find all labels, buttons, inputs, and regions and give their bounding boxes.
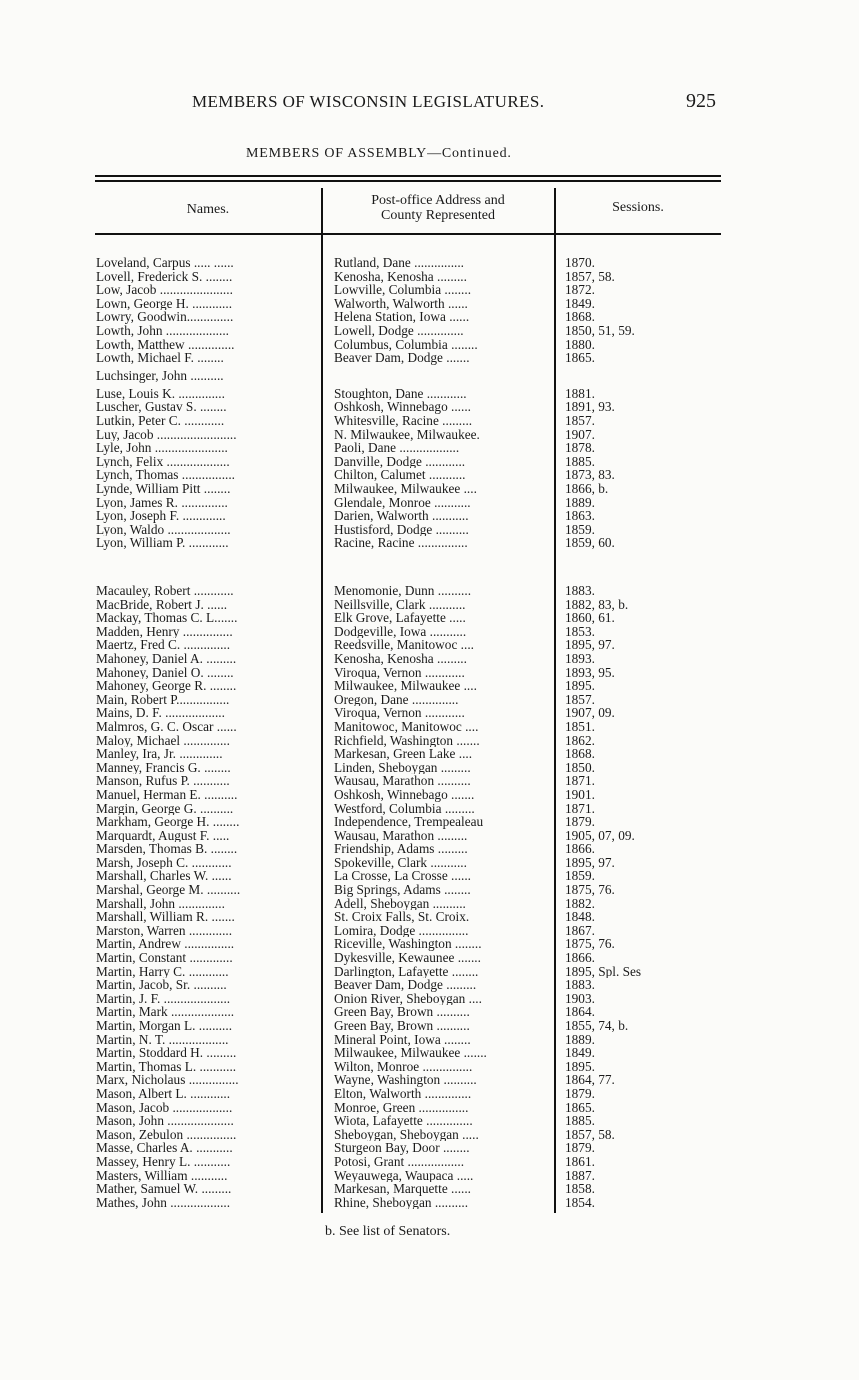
member-sessions: 1883. xyxy=(565,584,595,598)
member-sessions: 1855, 74, b. xyxy=(565,1019,629,1033)
table-row xyxy=(0,951,859,965)
member-name: Massey, Henry L. ........... xyxy=(96,1154,231,1169)
table-row xyxy=(0,1046,859,1060)
member-sessions: 1893. xyxy=(565,651,595,666)
member-name: Martin, N. T. .................. xyxy=(96,1032,229,1047)
member-name: Marsden, Thomas B. ........ xyxy=(96,842,238,856)
member-name: Lown, George H. ............ xyxy=(96,296,233,311)
table-row xyxy=(0,1141,859,1155)
table-row xyxy=(0,414,859,428)
member-name: MacBride, Robert J. ...... xyxy=(96,597,228,612)
member-name: Mackay, Thomas C. L....... xyxy=(96,611,238,625)
page-number: 925 xyxy=(686,90,716,112)
member-sessions: 1905, 07, 09. xyxy=(565,828,635,843)
member-name: Masters, William ........... xyxy=(96,1168,228,1183)
table-row xyxy=(0,283,859,297)
member-name: Lowry, Goodwin.............. xyxy=(96,310,234,324)
table-row xyxy=(0,815,859,829)
member-address: Monroe, Green ............... xyxy=(334,1100,469,1115)
member-address: Oshkosh, Winnebago ....... xyxy=(334,787,475,802)
member-sessions: 1875, 76. xyxy=(565,937,615,952)
member-name: Martin, Jacob, Sr. .......... xyxy=(96,978,227,992)
table-row xyxy=(0,1101,859,1115)
top-double-rule-second xyxy=(95,180,721,182)
member-name: Manney, Francis G. ........ xyxy=(96,760,231,775)
table-row xyxy=(0,365,859,387)
table-row xyxy=(0,1087,859,1101)
member-address: Milwaukee, Milwaukee .... xyxy=(334,481,477,496)
member-name: Margin, George G. .......... xyxy=(96,801,234,816)
table-row xyxy=(0,496,859,510)
member-name: Lutkin, Peter C. ............ xyxy=(96,413,225,428)
member-address: Linden, Sheboygan ......... xyxy=(334,760,471,775)
table-row xyxy=(0,523,859,537)
member-address: Racine, Racine ............... xyxy=(334,536,468,550)
member-address: Milwaukee, Milwaukee ....... xyxy=(334,1046,487,1060)
table-row xyxy=(0,720,859,734)
member-sessions: 1880. xyxy=(565,337,595,352)
member-name: Main, Robert P................ xyxy=(96,692,230,707)
table-row xyxy=(0,638,859,652)
member-name: Lyon, James R. .............. xyxy=(96,495,228,510)
table-row xyxy=(0,1182,859,1196)
member-address: Reedsville, Manitowoc .... xyxy=(334,638,474,652)
member-sessions: 1891, 93. xyxy=(565,400,615,414)
member-name: Mains, D. F. .................. xyxy=(96,706,225,720)
member-sessions: 1889. xyxy=(565,495,595,510)
member-sessions: 1885. xyxy=(565,454,595,469)
member-sessions: 1853. xyxy=(565,624,595,639)
table-row xyxy=(0,965,859,979)
member-address: Adell, Sheboygan .......... xyxy=(334,896,466,911)
member-sessions: 1863. xyxy=(565,509,595,523)
member-address: Markesan, Green Lake .... xyxy=(334,747,473,761)
table-row xyxy=(0,310,859,324)
member-address: Chilton, Calumet ........... xyxy=(334,468,466,482)
member-address: Dodgeville, Iowa ........... xyxy=(334,624,467,639)
table-row xyxy=(0,297,859,311)
member-name: Mason, John .................... xyxy=(96,1114,234,1128)
member-name: Manuel, Herman E. .......... xyxy=(96,787,238,802)
member-list-group-m xyxy=(0,584,859,1209)
member-sessions: 1849. xyxy=(565,1046,595,1060)
member-address: Westford, Columbia ......... xyxy=(334,801,475,816)
table-row xyxy=(0,761,859,775)
member-sessions: 1868. xyxy=(565,310,595,324)
member-sessions: 1859. xyxy=(565,869,595,884)
member-address: Wiota, Lafayette .............. xyxy=(334,1114,473,1128)
table-row xyxy=(0,536,859,550)
member-sessions: 1895, Spl. Ses xyxy=(565,964,642,979)
member-name: Masse, Charles A. ........... xyxy=(96,1141,233,1155)
member-address: Menomonie, Dunn .......... xyxy=(334,584,472,598)
member-address: Oregon, Dane .............. xyxy=(334,692,459,707)
member-sessions: 1857, 58. xyxy=(565,1127,615,1142)
member-sessions: 1864, 77. xyxy=(565,1073,615,1087)
member-sessions: 1893, 95. xyxy=(565,665,615,680)
member-address: Sturgeon Bay, Door ........ xyxy=(334,1141,470,1155)
member-address: Wausau, Marathon .......... xyxy=(334,774,471,788)
member-address: Whitesville, Racine ......... xyxy=(334,413,473,428)
member-address: Wayne, Washington .......... xyxy=(334,1073,477,1087)
member-sessions: 1860, 61. xyxy=(565,611,615,625)
member-sessions: 1858. xyxy=(565,1182,595,1196)
member-address: Glendale, Monroe ........... xyxy=(334,495,471,510)
member-name: Martin, Mark ................... xyxy=(96,1005,235,1019)
table-row xyxy=(0,625,859,639)
table-row xyxy=(0,1060,859,1074)
member-name: Luscher, Gustav S. ........ xyxy=(96,400,227,414)
member-address: Darien, Walworth ........... xyxy=(334,509,469,523)
table-row xyxy=(0,400,859,414)
member-sessions: 1857. xyxy=(565,413,595,428)
member-sessions: 1866. xyxy=(565,842,595,856)
member-sessions: 1850. xyxy=(565,760,595,775)
table-row xyxy=(0,338,859,352)
column-header-post-office xyxy=(322,193,554,223)
member-name: Lowth, John ................... xyxy=(96,323,229,338)
member-name: Marston, Warren ............. xyxy=(96,923,233,938)
member-address: Beaver Dam, Dodge ......... xyxy=(334,978,477,992)
member-name: Lynch, Felix ................... xyxy=(96,454,230,469)
member-sessions: 1907. xyxy=(565,427,595,442)
member-address: Lowville, Columbia ........ xyxy=(334,283,472,297)
table-row xyxy=(0,869,859,883)
member-name: Martin, Thomas L. ........... xyxy=(96,1059,237,1074)
member-name: Loveland, Carpus ..... ...... xyxy=(96,256,234,270)
member-address: Green Bay, Brown .......... xyxy=(334,1005,470,1019)
member-address: Lomira, Dodge ............... xyxy=(334,923,469,938)
column-header-sessions: Sessions. xyxy=(612,200,664,215)
member-list-group-l xyxy=(0,256,859,550)
member-sessions: 1885. xyxy=(565,1114,595,1128)
member-sessions: 1903. xyxy=(565,991,595,1006)
member-sessions: 1851. xyxy=(565,719,595,734)
member-sessions: 1854. xyxy=(565,1195,595,1210)
table-row xyxy=(0,270,859,284)
member-name: Martin, Constant ............. xyxy=(96,951,233,965)
member-address: Markesan, Marquette ...... xyxy=(334,1182,471,1196)
member-address: Kenosha, Kenosha ......... xyxy=(334,269,467,284)
table-row xyxy=(0,441,859,455)
member-name: Low, Jacob ...................... xyxy=(96,283,233,297)
member-sessions: 1879. xyxy=(565,1086,595,1101)
member-name: Marshall, William R. ....... xyxy=(96,910,235,924)
member-name: Luy, Jacob ........................ xyxy=(96,427,237,442)
member-address: Independence, Trempealeau xyxy=(334,815,484,829)
table-row xyxy=(0,428,859,442)
member-name: Martin, Harry C. ............ xyxy=(96,964,229,979)
table-row xyxy=(0,924,859,938)
member-sessions: 1866. xyxy=(565,951,595,965)
member-name: Mason, Albert L. ............ xyxy=(96,1086,231,1101)
table-row xyxy=(0,351,859,365)
member-sessions: 1875, 76. xyxy=(565,883,615,897)
member-name: Luse, Louis K. .............. xyxy=(96,386,225,401)
table-row xyxy=(0,706,859,720)
member-sessions: 1850, 51, 59. xyxy=(565,323,635,338)
table-row xyxy=(0,1196,859,1210)
member-name: Maloy, Michael .............. xyxy=(96,733,230,748)
member-sessions: 1889. xyxy=(565,1032,595,1047)
table-row xyxy=(0,747,859,761)
member-sessions: 1895, 97. xyxy=(565,855,615,870)
member-address: Wilton, Monroe ............... xyxy=(334,1059,473,1074)
member-name: Marx, Nicholaus ............... xyxy=(96,1073,239,1087)
member-address: La Crosse, La Crosse ...... xyxy=(334,869,472,884)
member-address: Rutland, Dane ............... xyxy=(334,256,464,270)
member-address: Viroqua, Vernon ............ xyxy=(334,706,465,720)
member-sessions: 1865. xyxy=(565,351,595,365)
table-row xyxy=(0,693,859,707)
member-address: Sheboygan, Sheboygan ..... xyxy=(334,1127,479,1142)
top-double-rule xyxy=(95,175,721,177)
member-address: Big Springs, Adams ........ xyxy=(334,883,471,897)
member-name: Marsh, Joseph C. ............ xyxy=(96,855,232,870)
member-name: Marshall, John .............. xyxy=(96,896,225,911)
member-name: Maertz, Fred C. .............. xyxy=(96,638,231,652)
member-sessions: 1859. xyxy=(565,522,595,537)
member-sessions: 1873, 83. xyxy=(565,468,615,482)
member-address: Oshkosh, Winnebago ...... xyxy=(334,400,471,414)
table-row xyxy=(0,598,859,612)
table-row xyxy=(0,734,859,748)
table-row xyxy=(0,666,859,680)
member-address: Elton, Walworth .............. xyxy=(334,1086,472,1101)
table-row xyxy=(0,992,859,1006)
running-title: MEMBERS OF WISCONSIN LEGISLATURES. xyxy=(192,92,545,111)
member-name: Lynch, Thomas ................ xyxy=(96,468,235,482)
footnote: b. See list of Senators. xyxy=(325,1224,451,1239)
member-sessions: 1882, 83, b. xyxy=(565,597,629,612)
member-sessions: 1879. xyxy=(565,815,595,829)
member-name: Martin, Stoddard H. ......... xyxy=(96,1046,237,1060)
member-address: Potosi, Grant ................. xyxy=(334,1154,465,1169)
member-sessions: 1865. xyxy=(565,1100,595,1115)
table-row xyxy=(0,1019,859,1033)
member-sessions: 1879. xyxy=(565,1141,595,1155)
member-address: Viroqua, Vernon ............ xyxy=(334,665,465,680)
table-row xyxy=(0,1033,859,1047)
table-row xyxy=(0,842,859,856)
member-address: Paoli, Dane .................. xyxy=(334,441,460,455)
member-address: Richfield, Washington ....... xyxy=(334,733,480,748)
member-address: Manitowoc, Manitowoc .... xyxy=(334,719,479,734)
member-name: Markham, George H. ........ xyxy=(96,815,240,829)
member-sessions: 1859, 60. xyxy=(565,536,615,550)
table-row xyxy=(0,883,859,897)
member-address: Hustisford, Dodge .......... xyxy=(334,522,469,537)
member-address: Stoughton, Dane ............ xyxy=(334,386,467,401)
member-name: Martin, Morgan L. .......... xyxy=(96,1019,233,1033)
member-sessions: 1878. xyxy=(565,441,595,455)
member-sessions: 1862. xyxy=(565,733,595,748)
table-row xyxy=(0,897,859,911)
member-sessions: 1883. xyxy=(565,978,595,992)
member-address: St. Croix Falls, St. Croix. xyxy=(334,910,470,924)
member-sessions: 1848. xyxy=(565,910,595,924)
member-name: Macauley, Robert ............ xyxy=(96,584,234,598)
member-address: Kenosha, Kenosha ......... xyxy=(334,651,467,666)
member-name: Lowth, Michael F. ........ xyxy=(96,351,224,365)
member-sessions: 1870. xyxy=(565,256,595,270)
member-sessions: 1857, 58. xyxy=(565,269,615,284)
member-sessions: 1868. xyxy=(565,747,595,761)
member-name: Mather, Samuel W. ......... xyxy=(96,1182,232,1196)
column-header-post-office-line1: Post-office Address and xyxy=(371,193,505,208)
table-row xyxy=(0,1155,859,1169)
member-address: Green Bay, Brown .......... xyxy=(334,1019,470,1033)
member-name: Madden, Henry ............... xyxy=(96,624,233,639)
table-row xyxy=(0,387,859,401)
member-sessions: 1901. xyxy=(565,787,595,802)
table-row xyxy=(0,468,859,482)
member-address: Dykesville, Kewaunee ....... xyxy=(334,951,481,965)
table-row xyxy=(0,584,859,598)
member-sessions: 1887. xyxy=(565,1168,595,1183)
table-row xyxy=(0,679,859,693)
table-row xyxy=(0,256,859,270)
table-row xyxy=(0,509,859,523)
member-sessions: 1871. xyxy=(565,801,595,816)
member-sessions: 1882. xyxy=(565,896,595,911)
table-row xyxy=(0,652,859,666)
member-sessions: 1895, 97. xyxy=(565,638,615,652)
header-rule xyxy=(95,233,721,235)
member-name: Marshal, George M. .......... xyxy=(96,883,241,897)
member-address: Lowell, Dodge .............. xyxy=(334,323,464,338)
table-row xyxy=(0,937,859,951)
member-name: Mason, Zebulon ............... xyxy=(96,1127,237,1142)
member-address: Elk Grove, Lafayette ..... xyxy=(334,611,466,625)
member-address: Friendship, Adams ......... xyxy=(334,842,468,856)
table-row xyxy=(0,1128,859,1142)
member-name: Mathes, John .................. xyxy=(96,1195,231,1210)
member-name: Manley, Ira, Jr. ............. xyxy=(96,747,223,761)
table-row xyxy=(0,910,859,924)
member-name: Lovell, Frederick S. ........ xyxy=(96,269,233,284)
member-name: Lowth, Matthew .............. xyxy=(96,337,235,352)
table-row xyxy=(0,1169,859,1183)
table-row xyxy=(0,774,859,788)
member-name: Marquardt, August F. ..... xyxy=(96,828,230,843)
member-sessions: 1871. xyxy=(565,774,595,788)
member-name: Lyon, William P. ............ xyxy=(96,536,229,550)
member-sessions: 1907, 09. xyxy=(565,706,615,720)
table-row xyxy=(0,829,859,843)
member-address: Weyauwega, Waupaca ..... xyxy=(334,1168,474,1183)
member-name: Lyon, Joseph F. ............. xyxy=(96,509,226,523)
member-address: Onion River, Sheboygan .... xyxy=(334,991,482,1006)
member-sessions: 1866, b. xyxy=(565,481,609,496)
member-name: Mahoney, George R. ........ xyxy=(96,679,237,693)
table-row xyxy=(0,978,859,992)
table-row xyxy=(0,1114,859,1128)
member-name: Lyon, Waldo ................... xyxy=(96,522,231,537)
table-row xyxy=(0,1073,859,1087)
member-address: Milwaukee, Milwaukee .... xyxy=(334,679,477,693)
member-address: Beaver Dam, Dodge ....... xyxy=(334,351,470,365)
member-sessions: 1872. xyxy=(565,283,595,297)
member-address: Spokeville, Clark ........... xyxy=(334,855,467,870)
table-row xyxy=(0,324,859,338)
table-row xyxy=(0,1005,859,1019)
member-name: Mahoney, Daniel A. ......... xyxy=(96,651,237,666)
member-name: Malmros, G. C. Oscar ...... xyxy=(96,719,237,734)
member-sessions: 1867. xyxy=(565,923,595,938)
member-sessions: 1861. xyxy=(565,1154,595,1169)
member-address: Helena Station, Iowa ...... xyxy=(334,310,470,324)
member-name: Lyle, John ...................... xyxy=(96,441,228,455)
member-name: Mahoney, Daniel O. ........ xyxy=(96,665,234,680)
table-row xyxy=(0,788,859,802)
member-address: Danville, Dodge ............ xyxy=(334,454,466,469)
member-address: Riceville, Washington ........ xyxy=(334,937,482,952)
table-row xyxy=(0,856,859,870)
table-row xyxy=(0,482,859,496)
member-sessions: 1881. xyxy=(565,386,595,401)
member-name: Manson, Rufus P. ........... xyxy=(96,774,230,788)
member-name: Luchsinger, John .......... xyxy=(96,367,224,383)
member-address: Neillsville, Clark ........... xyxy=(334,597,466,612)
member-address: Mineral Point, Iowa ........ xyxy=(334,1032,471,1047)
member-sessions: 1895. xyxy=(565,1059,595,1074)
member-sessions: 1895. xyxy=(565,679,595,693)
member-name: Marshall, Charles W. ...... xyxy=(96,869,232,884)
member-address: Rhine, Sheboygan .......... xyxy=(334,1195,469,1210)
column-header-names: Names. xyxy=(186,202,230,217)
member-name: Mason, Jacob .................. xyxy=(96,1100,233,1115)
member-address: Columbus, Columbia ........ xyxy=(334,337,478,352)
member-address: Darlington, Lafayette ........ xyxy=(334,964,479,979)
member-sessions: 1864. xyxy=(565,1005,595,1019)
member-sessions: 1857. xyxy=(565,692,595,707)
column-header-post-office-line2: County Represented xyxy=(381,208,495,223)
member-name: Martin, Andrew ............... xyxy=(96,937,235,952)
section-title: MEMBERS OF ASSEMBLY—Continued. xyxy=(246,146,512,161)
table-row xyxy=(0,611,859,625)
member-sessions: 1849. xyxy=(565,296,595,311)
member-name: Lynde, William Pitt ........ xyxy=(96,481,231,496)
member-address: N. Milwaukee, Milwaukee. xyxy=(334,427,480,442)
table-row xyxy=(0,802,859,816)
member-address: Wausau, Marathon ......... xyxy=(334,828,468,843)
member-address: Walworth, Walworth ...... xyxy=(334,296,468,311)
member-name: Martin, J. F. .................... xyxy=(96,991,231,1006)
table-row xyxy=(0,455,859,469)
